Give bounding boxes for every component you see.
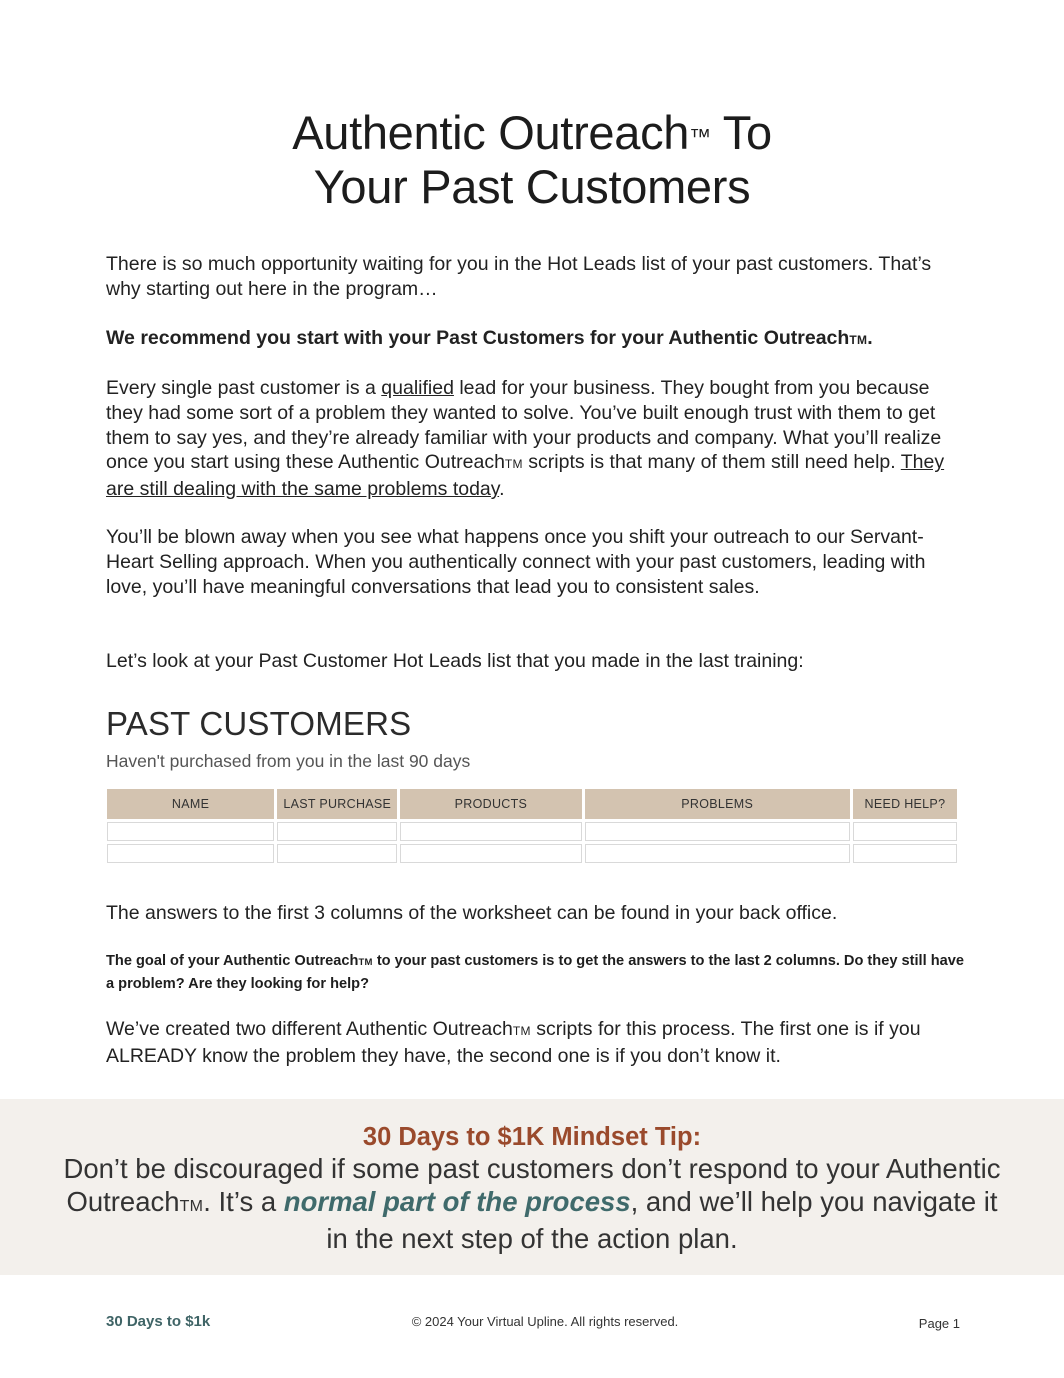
hot-leads-intro-paragraph: Let’s look at your Past Customer Hot Leads list that you made in the last training: [106,650,804,672]
worksheet-header-row [107,789,957,819]
qualified-underlined: qualified [381,377,454,399]
table-cell [585,844,850,863]
mindset-tip-body: Don’t be discouraged if some past customers don’t respond to your Authentic OutreachTM. It’s a normal part of the process, and we’ll help you navigate it in the next step of the action plan. [63,1153,1001,1254]
column-header-problems: PROBLEMS [585,789,850,819]
page-number: Page 1 [918,1316,960,1331]
past-customers-worksheet [104,786,960,866]
footer-brand: 30 Days to $1k [106,1313,211,1330]
scripts-paragraph: We’ve created two different Authentic OutreachTM scripts for this process. The first one is if you ALREADY know the problem they have, the second one is if you don’t know it. [106,1018,921,1067]
column-header-name: NAME [107,789,274,819]
table-cell [277,844,397,863]
page-title [0,106,1064,214]
table-cell [853,822,957,841]
table-cell [107,844,274,863]
worksheet-title: PAST CUSTOMERS [106,705,412,742]
column-header-need-help: NEED HELP? [853,789,957,819]
footer-copyright: © 2024 Your Virtual Upline. All rights reserved. [411,1314,679,1329]
goal-paragraph: The goal of your Authentic OutreachTM to your past customers is to get the answers to the last 2 columns. Do they still have a problem? Are they looking for help? [106,953,964,992]
title-line-1: Authentic Outreach™ To [292,106,772,159]
column-header-products: PRODUCTS [400,789,581,819]
mindset-tip-heading: 30 Days to $1K Mindset Tip: [362,1123,702,1151]
title-line-2: Your Past Customers [313,160,751,213]
table-cell [277,822,397,841]
normal-part-emphasis: normal part of the process [283,1185,631,1217]
column-header-last-purchase: LAST PURCHASE [277,789,397,819]
intro-paragraph: There is so much opportunity waiting for you in the Hot Leads list of your past customers. That’s why starting out here in the program… [106,253,932,300]
qualified-lead-paragraph: Every single past customer is a qualified lead for your business. They bought from you because they had some sort of a problem they wanted to solve. You’ve built enough trust with them to get them to say yes, and they’re already familiar with your products and company. What you’ll realize once you start using these Authentic OutreachTM scripts is that many of them still need help. They are still dealing with the same problems today. [106,377,945,501]
table-cell [585,822,850,841]
servant-heart-paragraph: You’ll be blown away when you see what happens once you shift your outreach to our Servant-Heart Selling approach. When you authentically connect with your past customers, leading with love, you’ll have meaningful conversations that lead you to consistent sales. [106,526,926,598]
table-cell [107,822,274,841]
worksheet-subtitle: Haven't purchased from you in the last 90 days [106,751,471,771]
same-problems-underlined: They are still dealing with the same problems today [106,451,945,501]
back-office-paragraph: The answers to the first 3 columns of the worksheet can be found in your back office. [106,902,838,924]
table-cell [853,844,957,863]
table-row [107,822,957,841]
recommendation-paragraph: We recommend you start with your Past Customers for your Authentic OutreachTM. [106,327,873,349]
table-cell [400,844,581,863]
table-row [107,844,957,863]
table-cell [400,822,581,841]
